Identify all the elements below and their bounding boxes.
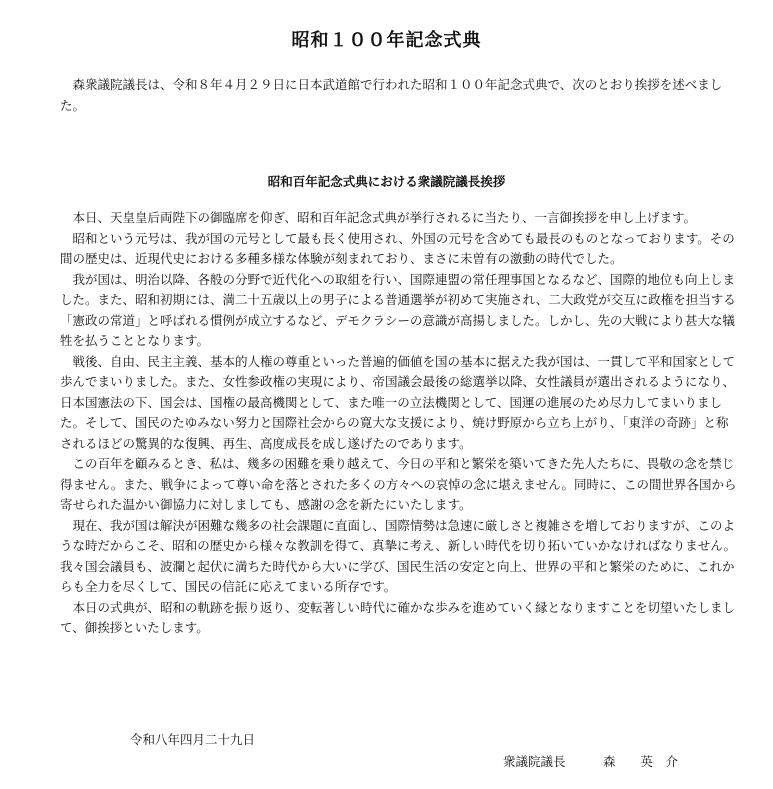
signature: 衆議院議長 森 英 介 — [503, 754, 679, 769]
speech-body — [60, 208, 740, 639]
speech-paragraph: 現在、我が国は解決が困難な幾多の社会課題に直面し、国際情勢は急速に厳しさと複雑さを増しておりますが、このような時だからこそ、昭和の歴史から様々な教訓を得て、真摯に考え、新しい時代を切り拓いていかなければなりません。我々国会議員も、波瀾と起伏に満ちた時代から大いに学び、国民生活の安定と向上、世界の平和と繁栄のために、これからも全力を尽くして、国民の信託に応えてまいる所存です。 — [60, 517, 737, 594]
speech-paragraph: 昭和という元号は、我が国の元号として最も長く使用され、外国の元号を含めても最長のものとなっております。その間の歴史は、近現代史における多種多様な体験が刻まれており、まさに未曽有の激動の時代でした。 — [60, 230, 735, 266]
speech-paragraph: 本日の式典が、昭和の軌跡を振り返り、変転著しい時代に確かな歩みを進めていく縁となりますことを切望いたしまして、御挨拶といたします。 — [60, 599, 736, 635]
speech-paragraph: 戦後、自由、民主主義、基本的人権の尊重といった普遍的価値を国の基本に据えた我が国は、一貫して平和国家として歩んでまいりました。また、女性参政権の実現により、帝国議会最後の総選挙以降、女性議員が選出されるようになり、日本国憲法の下、国会は、国権の最高機関として、また唯一の立法機関として、国運の進展のため尽力してまいりました。そして、国民のたゆみない努力と国際社会からの寛大な支援により、焼け野原から立ち上がり、「東洋の奇跡」と称されるほどの驚異的な復興、再生、高度成長を成し遂げたのであります。 — [60, 353, 736, 451]
speech-paragraph: この百年を顧みるとき、私は、幾多の困難を乗り越えて、今日の平和と繁栄を築いてきた先人たちに、畏敬の念を禁じ得ません。また、戦争によって尊い命を落とされた多くの方々への哀悼の念に堪えません。同時に、この間世界各国から寄せられた温かい御協力に対しましても、感謝の念を新たにいたします。 — [60, 456, 737, 512]
speech-title: 昭和百年記念式典における衆議院議長挨拶 — [267, 174, 506, 189]
speech-paragraph: 本日、天皇皇后両陛下の御臨席を仰ぎ、昭和百年記念式典が挙行されるに当たり、一言御挨拶を申し上げます。 — [72, 210, 697, 225]
speech-date: 令和八年四月二十九日 — [130, 732, 256, 747]
page-title: 昭和１００年記念式典 — [291, 30, 482, 51]
intro-paragraph: 森衆議院議長は、令和８年４月２９日に日本武道館で行われた昭和１００年記念式典で、次のとおり挨拶を述べました。 — [60, 77, 723, 113]
speech-paragraph: 我が国は、明治以降、各般の分野で近代化への取組を行い、国際連盟の常任理事国となるなど、国際的地位も向上しました。また、昭和初期には、満二十五歳以上の男子による普通選挙が初めて実施され、二大政党が交互に政権を担当する「憲政の常道」と呼ばれる慣例が成立するなど、デモクラシーの意識が高揚しました。しかし、先の大戦により甚大な犠牲を払うこととなります。 — [60, 271, 736, 348]
